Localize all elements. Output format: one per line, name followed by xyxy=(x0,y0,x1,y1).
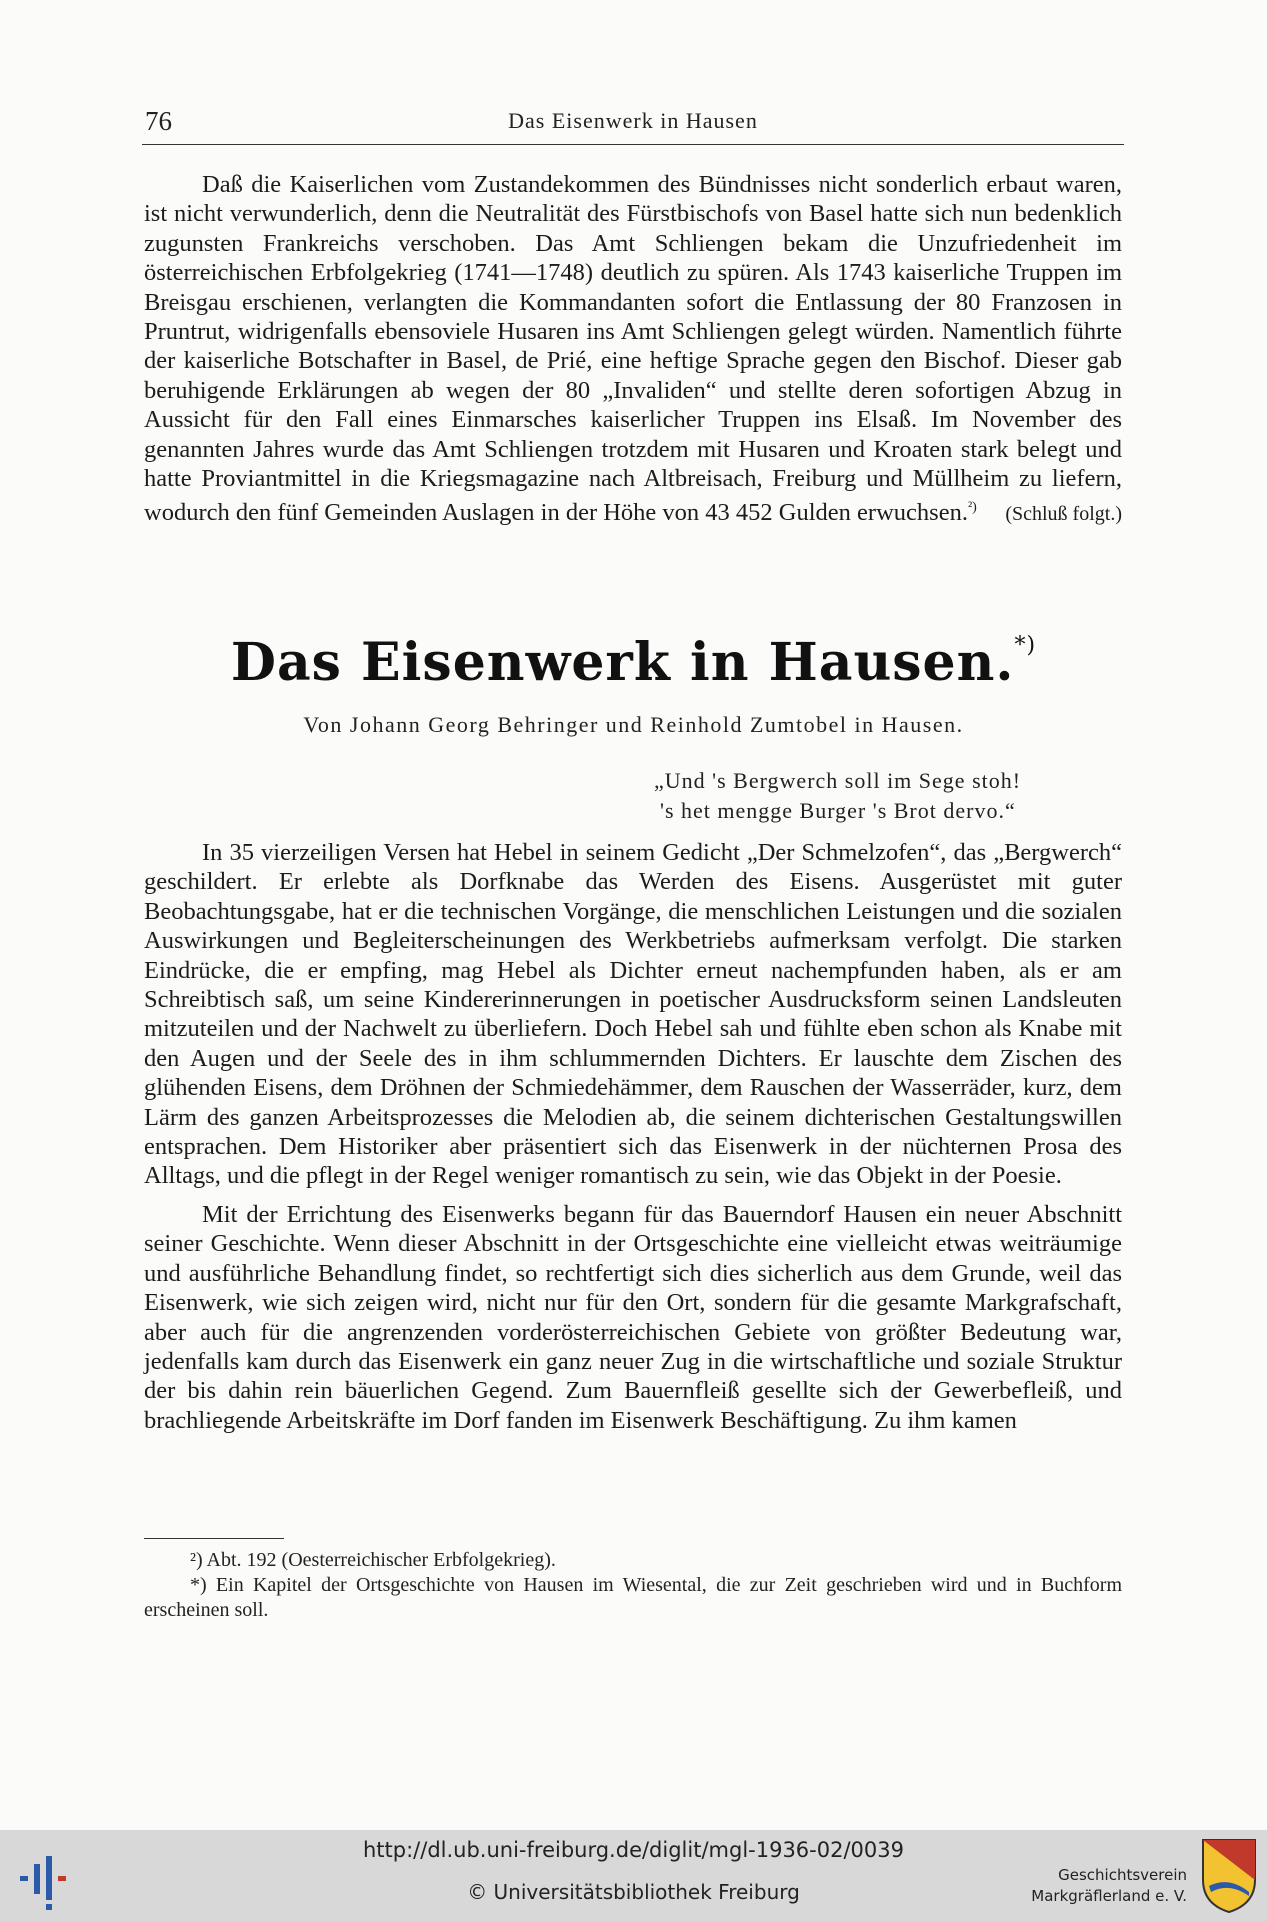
continued-note: (Schluß folgt.) xyxy=(1005,503,1122,526)
byline: Von Johann Georg Behringer und Reinhold Zumtobel in Hausen. xyxy=(303,712,964,737)
permalink-link[interactable]: http://dl.ub.uni-freiburg.de/diglit/mgl-1936-02/0039 xyxy=(362,1838,904,1862)
footnotes xyxy=(144,1548,1122,1623)
article-body xyxy=(144,838,1122,1435)
society-name xyxy=(1031,1865,1187,1907)
running-head xyxy=(142,104,1124,145)
motto-line: „Und 's Bergwerch soll im Sege stoh! xyxy=(654,768,1022,793)
previous-article-text xyxy=(144,170,1122,528)
article-paragraph: Mit der Errichtung des Eisenwerks begann für das Bauerndorf Hausen ein neuer Abschnitt seiner Geschichte. Wenn dieser Abschnitt in der Ortsgeschichte eine vielleicht etwas weiträumige und ausführliche Behandlung findet, so rechtfertigt sich dies sicherlich aus dem Grunde, weil das Eisenwerk, wie sich zeigen wird, nicht nur für den Ort, sondern für die gesamte Markgrafschaft, aber auch für die angrenzenden vorderösterreichischen Gebiete von größter Bedeutung war, jedenfalls kam durch das Eisenwerk ein ganz neuer Zug in die wirtschaftliche und soziale Struktur der bis dahin rein bäuerlichen Gegend. Zum Bauernfleiß gesellte sich der Gewerbefleiß, und brachliegende Arbeitskräfte im Dorf fanden im Eisenwerk Beschäftigung. Zu ihm kamen xyxy=(144,1200,1122,1434)
motto xyxy=(654,766,1124,826)
society-line: Markgräflerland e. V. xyxy=(1031,1887,1187,1905)
society-line: Geschichtsverein xyxy=(1058,1866,1187,1884)
running-title: Das Eisenwerk in Hausen xyxy=(508,108,758,133)
title-footnote-mark: *) xyxy=(1014,633,1037,658)
copyright-notice: © Universitätsbibliothek Freiburg xyxy=(467,1880,800,1904)
article-title-text: Das Eisenwerk in Hausen. xyxy=(230,632,1015,693)
previous-article-paragraph xyxy=(144,170,1122,528)
motto-line: 's het mengge Burger 's Brot dervo.“ xyxy=(660,798,1016,823)
article-title xyxy=(0,632,1267,693)
page-number: 76 xyxy=(145,106,172,136)
footnote-divider xyxy=(144,1538,284,1539)
article-paragraph: In 35 vierzeiligen Versen hat Hebel in seinem Gedicht „Der Schmelzofen“, das „Bergwerch“ geschildert. Er erlebte als Dorfknabe das Werden des Eisens. Ausgerüstet mit guter Beobachtungsgabe, hat er die technischen Vorgänge, die menschlichen Leistungen und die sozialen Auswirkungen und Begleiterscheinungen des Werkbetriebs aufmerksam verfolgt. Die starken Eindrücke, die er empfing, mag Hebel als Dichter erneut nachempfunden haben, als er am Schreibtisch saß, um seine Kindererinnerungen in poetischer Ausdrucksform seinen Landsleuten mitzuteilen und der Nachwelt zu überliefern. Doch Hebel sah und fühlte eben schon als Knabe mit den Augen und der Seele des in ihm schlummernden Dichters. Er lauschte dem Zischen des glühenden Eisens, dem Dröhnen der Schmiedehämmer, dem Rauschen der Wasserräder, kurz, dem Lärm des ganzen Arbeitsprozesses die Melodien ab, die seinem dichterischen Gestaltungswillen entsprachen. Dem Historiker aber präsentiert sich das Eisenwerk in der nüchternen Prosa des Alltags, und die pflegt in der Regel weniger romantisch zu sein, wie das Objekt in der Poesie. xyxy=(144,839,1122,1190)
coat-of-arms-icon xyxy=(1199,1836,1259,1914)
paragraph-text: Daß die Kaiserlichen vom Zustandekommen des Bündnisses nicht sonderlich erbaut waren, ist nicht verwunderlich, denn die Neutralität des Fürstbischofs von Basel hatte sich nun bedenklich zugunsten Frankreichs verschoben. Das Amt Schliengen bekam die Unzufriedenheit im österreichischen Erbfolgekrieg (1741—1748) deutlich zu spüren. Als 1743 kaiserliche Truppen im Breisgau erschienen, verlangten die Kommandanten sofort die Entlassung der 80 Franzosen in Pruntrut, widrigenfalls ebensoviele Husaren ins Amt Schliengen gelegt würden. Namentlich führte der kaiserliche Botschafter in Basel, de Prié, eine heftige Sprache gegen den Bischof. Dieser gab beruhigende Erklärungen ab wegen der 80 „Invaliden“ und stellte deren sofortigen Abzug in Aussicht für den Fall eines Einmarsches kaiserlicher Truppen ins Elsaß. Im November des genannten Jahres wurde das Amt Schliengen trotzdem mit Husaren und Kroaten stark belegt und hatte Proviantmittel in die Kriegsmagazine nach Altbreisach, Freiburg und Müllheim zu liefern, wodurch den fünf Gemeinden Auslagen in der Höhe von 43 452 Gulden erwuchsen. xyxy=(144,171,1122,527)
footnote: ²) Abt. 192 (Oesterreichischer Erbfolgekrieg). xyxy=(190,1549,556,1571)
footnote-reference: ²) xyxy=(967,500,977,516)
viewer-footer xyxy=(0,1830,1267,1921)
footnote: *) Ein Kapitel der Ortsgeschichte von Hausen im Wiesental, die zur Zeit geschrieben wird und in Buchform erscheinen soll. xyxy=(144,1574,1122,1621)
